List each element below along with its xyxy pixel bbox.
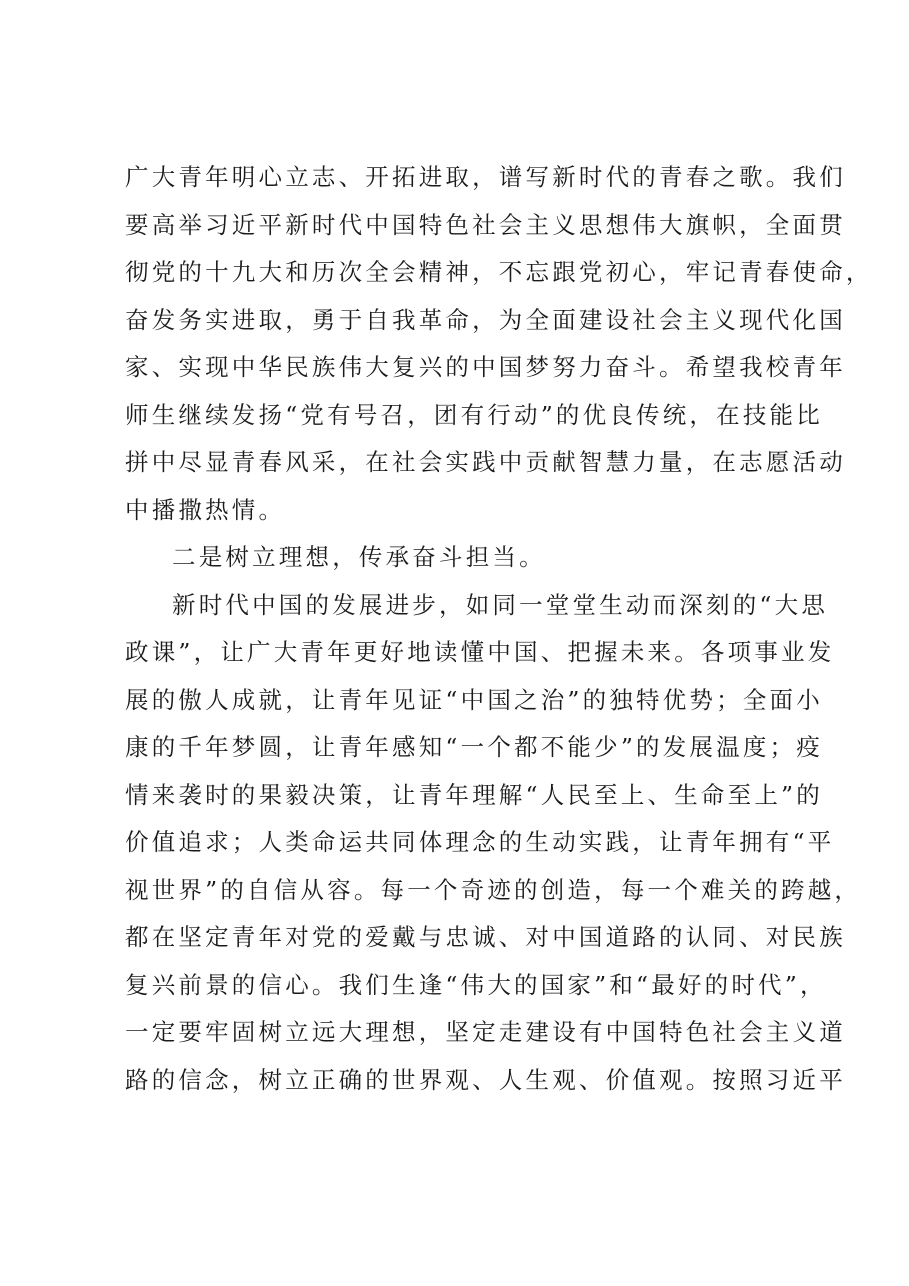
text-line: 路的信念，树立正确的世界观、人生观、价值观。按照习近平 (125, 1065, 846, 1094)
text-line: 复兴前景的信心。我们生逢“伟大的国家”和“最好的时代”， (125, 970, 827, 999)
text-line: 拼中尽显青春风采，在社会实践中贡献智慧力量，在志愿活动 (125, 448, 846, 476)
text-line: 家、实现中华民族伟大复兴的中国梦努力奋斗。希望我校青年 (125, 353, 846, 381)
text-line: 中播撒热情。 (125, 495, 286, 524)
text-line: 一定要牢固树立远大理想，坚定走建设有中国特色社会主义道 (125, 1018, 846, 1046)
section-heading: 二是树立理想，传承奋斗担当。 (172, 543, 546, 571)
body-text (125, 154, 873, 1104)
text-line: 政课”，让广大青年更好地读懂中国、把握未来。各项事业发 (125, 638, 835, 666)
text-line: 都在坚定青年对党的爱戴与忠诚、对中国道路的认同、对民族 (125, 923, 846, 951)
text-line: 展的傲人成就，让青年见证“中国之治”的独特优势；全面小 (125, 685, 823, 714)
text-line: 价值追求；人类命运共同体理念的生动实践，让青年拥有“平 (125, 828, 835, 856)
text-line: 师生继续发扬“党有号召，团有行动”的优良传统，在技能比 (125, 400, 823, 429)
text-line: 情来袭时的果毅决策，让青年理解“人民至上、生命至上”的 (125, 780, 823, 809)
text-line: 奋发务实进取，勇于自我革命，为全面建设社会主义现代化国 (125, 305, 846, 334)
text-line: 彻党的十九大和历次全会精神，不忘跟党初心，牢记青春使命， (125, 258, 873, 286)
text-line: 广大青年明心立志、开拓进取，谱写新时代的青春之歌。我们 (125, 163, 846, 191)
text-line: 新时代中国的发展进步，如同一堂堂生动而深刻的“大思 (172, 590, 829, 619)
text-line: 康的千年梦圆，让青年感知“一个都不能少”的发展温度；疫 (125, 733, 823, 761)
text-line: 要高举习近平新时代中国特色社会主义思想伟大旗帜，全面贯 (125, 210, 846, 239)
text-line: 视世界”的自信从容。每一个奇迹的创造，每一个难关的跨越， (125, 875, 862, 904)
